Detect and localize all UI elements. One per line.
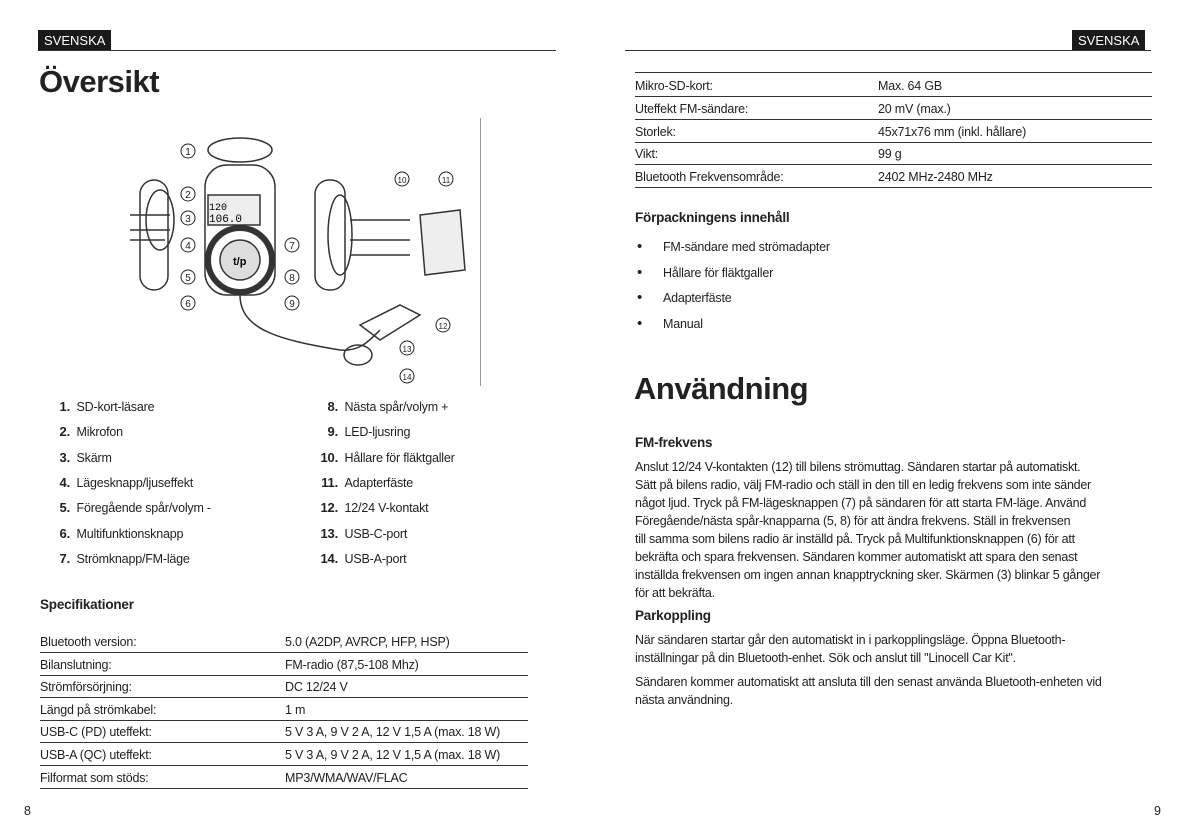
spec-label: Strömförsörjning: [40, 680, 132, 695]
spec-label: Storlek: [635, 124, 676, 139]
spec-value: 5 V 3 A, 9 V 2 A, 12 V 1,5 A (max. 18 W) [285, 748, 501, 762]
svg-text:7: 7 [289, 241, 295, 252]
text-line: När sändaren startar går den automatiskt in i parkopplingsläge. Öppna Bluetooth- [635, 633, 1066, 647]
package-item: • Manual [663, 317, 703, 331]
auto-connect-paragraph [635, 673, 1102, 709]
spec-row [40, 675, 528, 698]
spec-label: Mikro-SD-kort: [635, 79, 713, 93]
text-line: inställningar på din Bluetooth-enhet. Sök och anslut till "Linocell Car Kit". [635, 651, 1016, 665]
callout-5 [181, 270, 195, 284]
spec-label: Uteffekt FM-sändare: [635, 101, 749, 116]
play-pause-icon: t/p [233, 256, 247, 268]
part-number: 3. [59, 449, 70, 465]
language-badge: SVENSKA [1072, 30, 1145, 50]
part-item [40, 450, 112, 465]
specs-heading: Specifikationer [40, 597, 134, 612]
text-line: något ljud. Tryck på FM-lägesknappen (7) på sändaren för att starta FM-läge. Använd [635, 496, 1087, 510]
spec-value: 1 m [285, 702, 306, 717]
callout-1 [181, 144, 195, 158]
pairing-heading: Parkoppling [635, 608, 711, 623]
language-badge: SVENSKA [38, 30, 111, 50]
fm-heading: FM-frekvens [635, 435, 713, 450]
svg-text:12: 12 [438, 322, 448, 331]
svg-text:1: 1 [185, 147, 191, 158]
part-number: 5. [59, 500, 70, 516]
callout-14 [400, 369, 414, 383]
part-number: 8. [327, 399, 338, 414]
text-line: Sändaren kommer automatiskt att ansluta till den senast använda Bluetooth-enheten vid [635, 675, 1102, 689]
part-item [305, 551, 406, 566]
text-line: inställda frekvensen om ingen annan knapptryckning sker. Skärmen (3) blinkar 5 gånger [635, 568, 1101, 582]
page-title: Översikt [39, 64, 160, 99]
spec-label: Filformat som stöds: [40, 770, 149, 785]
part-item [305, 500, 428, 515]
display-text-1: 120 [209, 203, 228, 214]
part-label: Lägesknapp/ljuseffekt [76, 475, 194, 490]
text-line: Anslut 12/24 V-kontakten (12) till bilens strömuttag. Sändaren startar på automatiskt. [635, 460, 1081, 474]
part-label: Strömknapp/FM-läge [76, 551, 190, 566]
part-number: 1. [59, 399, 70, 414]
spec-value: MP3/WMA/WAV/FLAC [285, 770, 408, 785]
spec-label: USB-C (PD) uteffekt: [40, 725, 152, 740]
part-item [305, 450, 455, 465]
spec-row [635, 120, 1152, 143]
part-number: 13. [320, 525, 338, 541]
spec-label: Bilanslutning: [40, 657, 112, 672]
spec-label: Vikt: [635, 147, 659, 162]
figure-divider [480, 118, 481, 386]
callout-3 [181, 211, 195, 225]
text-line: bekräfta och spara frekvensen. Sändaren kommer automatiskt att spara den senast [635, 550, 1078, 564]
part-label: Föregående spår/volym - [76, 501, 211, 516]
part-number: 9. [327, 424, 338, 440]
package-heading: Förpackningens innehåll [635, 210, 790, 225]
spec-label: Bluetooth Frekvensområde: [635, 170, 784, 185]
spec-value: DC 12/24 V [285, 680, 348, 695]
part-item [40, 500, 211, 515]
text-line: Föregående/nästa spår-knapparna (5, 8) för att ändra frekvens. Ställ in frekvensen [635, 514, 1071, 528]
text-line: till samma som bilens radio är inställd på. Tryck på Multifunktionsknappen (6) för att [635, 532, 1075, 546]
spec-label: USB-A (QC) uteffekt: [40, 748, 152, 762]
part-number: 7. [59, 550, 70, 566]
callout-6 [181, 296, 195, 310]
spec-value: 45x71x76 mm (inkl. hållare) [878, 124, 1027, 139]
part-label: USB-C-port [344, 526, 408, 541]
spec-row [40, 653, 528, 676]
spec-row [635, 142, 1152, 165]
callout-10 [395, 172, 409, 186]
callout-11 [439, 172, 453, 186]
part-item [40, 475, 193, 490]
part-number: 14. [320, 550, 338, 566]
part-label: Skärm [76, 450, 112, 465]
callout-9 [285, 296, 299, 310]
usage-title: Användning [634, 371, 809, 406]
part-item [40, 551, 190, 566]
text-line: för att bekräfta. [635, 586, 715, 600]
part-number: 12. [320, 500, 338, 516]
callout-12 [436, 318, 450, 332]
spec-value: 99 g [878, 147, 902, 162]
spec-row [635, 165, 1152, 188]
svg-text:8: 8 [289, 273, 295, 284]
part-label: Nästa spår/volym + [344, 400, 449, 414]
part-item [40, 399, 154, 414]
svg-text:3: 3 [185, 214, 191, 225]
part-number: 10. [320, 449, 338, 465]
part-label: Multifunktionsknapp [76, 526, 184, 541]
callout-4 [181, 238, 195, 252]
header-rule [625, 50, 1151, 51]
spec-row [40, 743, 528, 766]
part-label: Mikrofon [76, 425, 123, 440]
part-label: 12/24 V-kontakt [344, 501, 429, 516]
spec-value: FM-radio (87,5-108 Mhz) [285, 657, 419, 672]
part-label: USB-A-port [344, 551, 407, 566]
callout-2 [181, 187, 195, 201]
page-number: 8 [24, 804, 31, 818]
svg-text:5: 5 [185, 273, 191, 284]
spec-row [40, 766, 528, 789]
part-number: 6. [59, 525, 70, 541]
spec-row [40, 630, 528, 653]
package-item: • FM-sändare med strömadapter [663, 240, 830, 254]
part-label: Adapterfäste [344, 475, 414, 490]
callout-7 [285, 238, 299, 252]
svg-text:11: 11 [441, 176, 451, 185]
page-number: 9 [1154, 804, 1161, 818]
part-item [40, 424, 123, 439]
part-number: 4. [59, 474, 70, 490]
spec-row [40, 698, 528, 721]
fm-paragraph [635, 458, 1100, 602]
spec-label: Längd på strömkabel: [40, 702, 157, 717]
part-label: SD-kort-läsare [76, 400, 155, 414]
package-item: • Hållare för fläktgaller [663, 266, 773, 280]
spec-label: Bluetooth version: [40, 635, 137, 649]
package-item: • Adapterfäste [663, 291, 731, 305]
spec-row [635, 74, 1152, 97]
spec-row [40, 720, 528, 743]
spec-value: 2402 MHz-2480 MHz [878, 170, 993, 185]
table-top-rule [635, 72, 1152, 73]
spec-value: 20 mV (max.) [878, 101, 951, 116]
spec-value: 5.0 (A2DP, AVRCP, HFP, HSP) [285, 635, 450, 649]
callout-13 [400, 341, 414, 355]
callout-8 [285, 270, 299, 284]
device-illustration [130, 120, 480, 390]
part-number: 11. [321, 474, 338, 490]
spec-row [635, 97, 1152, 120]
part-item [305, 475, 413, 490]
part-label: Hållare för fläktgaller [344, 450, 455, 465]
pairing-paragraph [635, 631, 1065, 667]
display-text-2: 106.0 [209, 214, 243, 226]
part-label: LED-ljusring [344, 425, 411, 440]
part-item [305, 424, 410, 439]
svg-text:2: 2 [185, 190, 191, 201]
svg-text:9: 9 [289, 299, 295, 310]
svg-text:14: 14 [402, 373, 412, 382]
text-line: Sätt på bilens radio, välj FM-radio och ställ in den till en ledig frekvens som inte sänder [635, 478, 1091, 492]
svg-text:10: 10 [397, 176, 407, 185]
part-item [305, 399, 448, 414]
part-number: 2. [59, 424, 70, 440]
spec-value: 5 V 3 A, 9 V 2 A, 12 V 1,5 A (max. 18 W) [285, 725, 501, 740]
svg-text:4: 4 [185, 241, 191, 252]
header-rule [38, 50, 556, 51]
text-line: nästa användning. [635, 693, 733, 707]
part-item [305, 526, 407, 541]
spec-value: Max. 64 GB [878, 79, 942, 93]
part-item [40, 526, 183, 541]
svg-text:13: 13 [402, 345, 412, 354]
svg-text:6: 6 [185, 299, 191, 310]
